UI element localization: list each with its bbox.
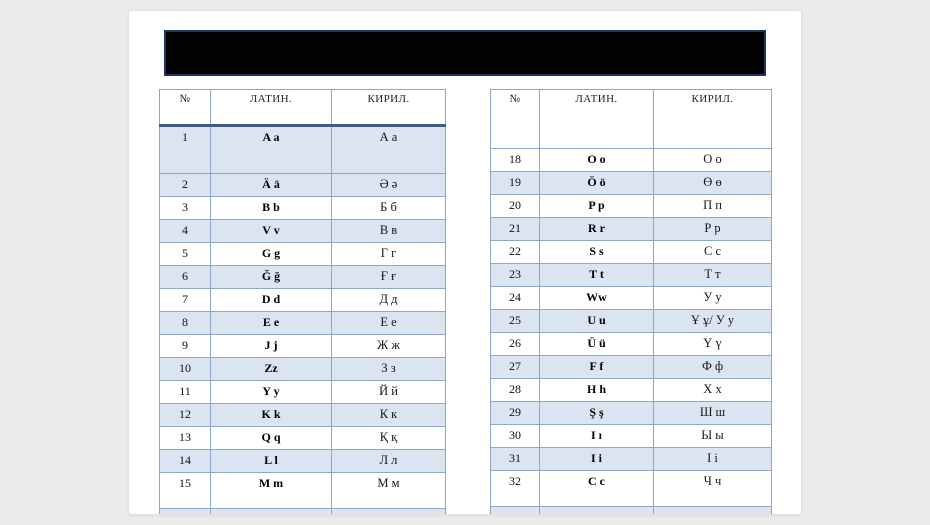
cell-cyrillic: С с	[654, 241, 772, 264]
cell-number: 28	[491, 379, 540, 402]
cell-latin: Y y	[211, 381, 332, 404]
cell-cyrillic: Ғ ғ	[332, 266, 446, 289]
table-row	[160, 404, 446, 427]
cell-latin: Ä ä	[211, 174, 332, 197]
partial-cell	[540, 507, 654, 516]
cell-number: 15	[160, 473, 211, 509]
table-row	[491, 425, 772, 448]
cell-cyrillic: У у	[654, 287, 772, 310]
cell-latin: Ww	[540, 287, 654, 310]
cell-latin: Ğ ğ	[211, 266, 332, 289]
cell-number: 23	[491, 264, 540, 287]
cell-number: 22	[491, 241, 540, 264]
cell-latin: Ü ü	[540, 333, 654, 356]
table-row	[491, 379, 772, 402]
cell-number: 32	[491, 471, 540, 507]
cell-latin: Ö ö	[540, 172, 654, 195]
cell-cyrillic: Ж ж	[332, 335, 446, 358]
cell-cyrillic: П п	[654, 195, 772, 218]
table-row	[491, 333, 772, 356]
cell-number: 1	[160, 126, 211, 174]
cell-number: 25	[491, 310, 540, 333]
cell-number: 10	[160, 358, 211, 381]
cell-cyrillic: Қ қ	[332, 427, 446, 450]
cell-cyrillic: Ә ә	[332, 174, 446, 197]
cell-cyrillic: Ө ө	[654, 172, 772, 195]
cell-latin: Zz	[211, 358, 332, 381]
cell-cyrillic: Б б	[332, 197, 446, 220]
cell-latin: I i	[540, 448, 654, 471]
cell-cyrillic: Ү ү	[654, 333, 772, 356]
cell-cyrillic: Ч ч	[654, 471, 772, 507]
table-row	[491, 402, 772, 425]
header-row	[491, 90, 772, 149]
cell-number: 13	[160, 427, 211, 450]
table-row	[160, 427, 446, 450]
partial-cell	[160, 509, 211, 516]
partial-row	[491, 507, 772, 516]
cell-latin: Ş ş	[540, 402, 654, 425]
table-row	[491, 195, 772, 218]
cell-cyrillic: В в	[332, 220, 446, 243]
cell-cyrillic: Й й	[332, 381, 446, 404]
cell-number: 7	[160, 289, 211, 312]
cell-latin: O o	[540, 149, 654, 172]
cell-latin: C c	[540, 471, 654, 507]
document-page	[128, 10, 802, 515]
alphabet-table-left	[159, 89, 446, 515]
table-row	[160, 450, 446, 473]
cell-cyrillic: З з	[332, 358, 446, 381]
cell-latin: U u	[540, 310, 654, 333]
cell-number: 11	[160, 381, 211, 404]
cell-latin: T t	[540, 264, 654, 287]
cell-cyrillic: Д д	[332, 289, 446, 312]
cell-latin: E e	[211, 312, 332, 335]
cell-latin: K k	[211, 404, 332, 427]
cell-number: 26	[491, 333, 540, 356]
cell-latin: G g	[211, 243, 332, 266]
cell-number: 19	[491, 172, 540, 195]
redacted-title-block	[164, 30, 766, 76]
cell-latin: D d	[211, 289, 332, 312]
cell-cyrillic: Г г	[332, 243, 446, 266]
cell-cyrillic: Ш ш	[654, 402, 772, 425]
cell-cyrillic: І і	[654, 448, 772, 471]
cell-number: 27	[491, 356, 540, 379]
cell-number: 5	[160, 243, 211, 266]
cell-number: 31	[491, 448, 540, 471]
col-header-number: №	[491, 90, 540, 149]
partial-cell	[211, 509, 332, 516]
header-row	[160, 90, 446, 126]
col-header-latin: ЛАТИН.	[211, 90, 332, 126]
cell-latin: F f	[540, 356, 654, 379]
cell-cyrillic: Ұ ұ/ У у	[654, 310, 772, 333]
cell-cyrillic: Е е	[332, 312, 446, 335]
cell-number: 18	[491, 149, 540, 172]
cell-number: 12	[160, 404, 211, 427]
col-header-latin: ЛАТИН.	[540, 90, 654, 149]
table-row	[160, 335, 446, 358]
col-header-cyrillic: КИРИЛ.	[332, 90, 446, 126]
cell-number: 3	[160, 197, 211, 220]
table-row	[160, 174, 446, 197]
cell-latin: R r	[540, 218, 654, 241]
cell-number: 4	[160, 220, 211, 243]
cell-number: 9	[160, 335, 211, 358]
alphabet-table-right	[490, 89, 772, 515]
cell-number: 24	[491, 287, 540, 310]
cell-latin: Q q	[211, 427, 332, 450]
table-row	[160, 266, 446, 289]
table-row	[491, 241, 772, 264]
table-row	[160, 381, 446, 404]
table-row	[160, 126, 446, 174]
table-row	[160, 197, 446, 220]
table-row	[491, 448, 772, 471]
table-row	[491, 471, 772, 507]
cell-latin: S s	[540, 241, 654, 264]
cell-latin: M m	[211, 473, 332, 509]
table-row	[160, 289, 446, 312]
cell-number: 29	[491, 402, 540, 425]
cell-number: 2	[160, 174, 211, 197]
cell-latin: I ı	[540, 425, 654, 448]
cell-cyrillic: Р р	[654, 218, 772, 241]
table-row	[491, 149, 772, 172]
table-row	[491, 356, 772, 379]
table-row	[160, 358, 446, 381]
cell-number: 8	[160, 312, 211, 335]
table-row	[160, 312, 446, 335]
partial-cell	[654, 507, 772, 516]
cell-latin: J j	[211, 335, 332, 358]
cell-latin: H h	[540, 379, 654, 402]
cell-latin: L l	[211, 450, 332, 473]
cell-cyrillic: Т т	[654, 264, 772, 287]
table-row	[491, 218, 772, 241]
table-row	[160, 220, 446, 243]
table-row	[160, 243, 446, 266]
table-row	[491, 264, 772, 287]
cell-latin: B b	[211, 197, 332, 220]
table-row	[491, 287, 772, 310]
cell-number: 14	[160, 450, 211, 473]
cell-latin: V v	[211, 220, 332, 243]
cell-latin: P p	[540, 195, 654, 218]
cell-cyrillic: М м	[332, 473, 446, 509]
cell-number: 30	[491, 425, 540, 448]
col-header-number: №	[160, 90, 211, 126]
cell-cyrillic: Х х	[654, 379, 772, 402]
partial-cell	[332, 509, 446, 516]
cell-number: 20	[491, 195, 540, 218]
table-row	[160, 473, 446, 509]
cell-cyrillic: К к	[332, 404, 446, 427]
cell-cyrillic: О о	[654, 149, 772, 172]
cell-cyrillic: Ф ф	[654, 356, 772, 379]
partial-cell	[491, 507, 540, 516]
table-body	[491, 149, 772, 516]
table-row	[491, 172, 772, 195]
cell-cyrillic: Ы ы	[654, 425, 772, 448]
col-header-cyrillic: КИРИЛ.	[654, 90, 772, 149]
partial-row	[160, 509, 446, 516]
cell-number: 21	[491, 218, 540, 241]
cell-cyrillic: А а	[332, 126, 446, 174]
cell-number: 6	[160, 266, 211, 289]
table-row	[491, 310, 772, 333]
table-body	[160, 126, 446, 516]
cell-latin: A a	[211, 126, 332, 174]
cell-cyrillic: Л л	[332, 450, 446, 473]
